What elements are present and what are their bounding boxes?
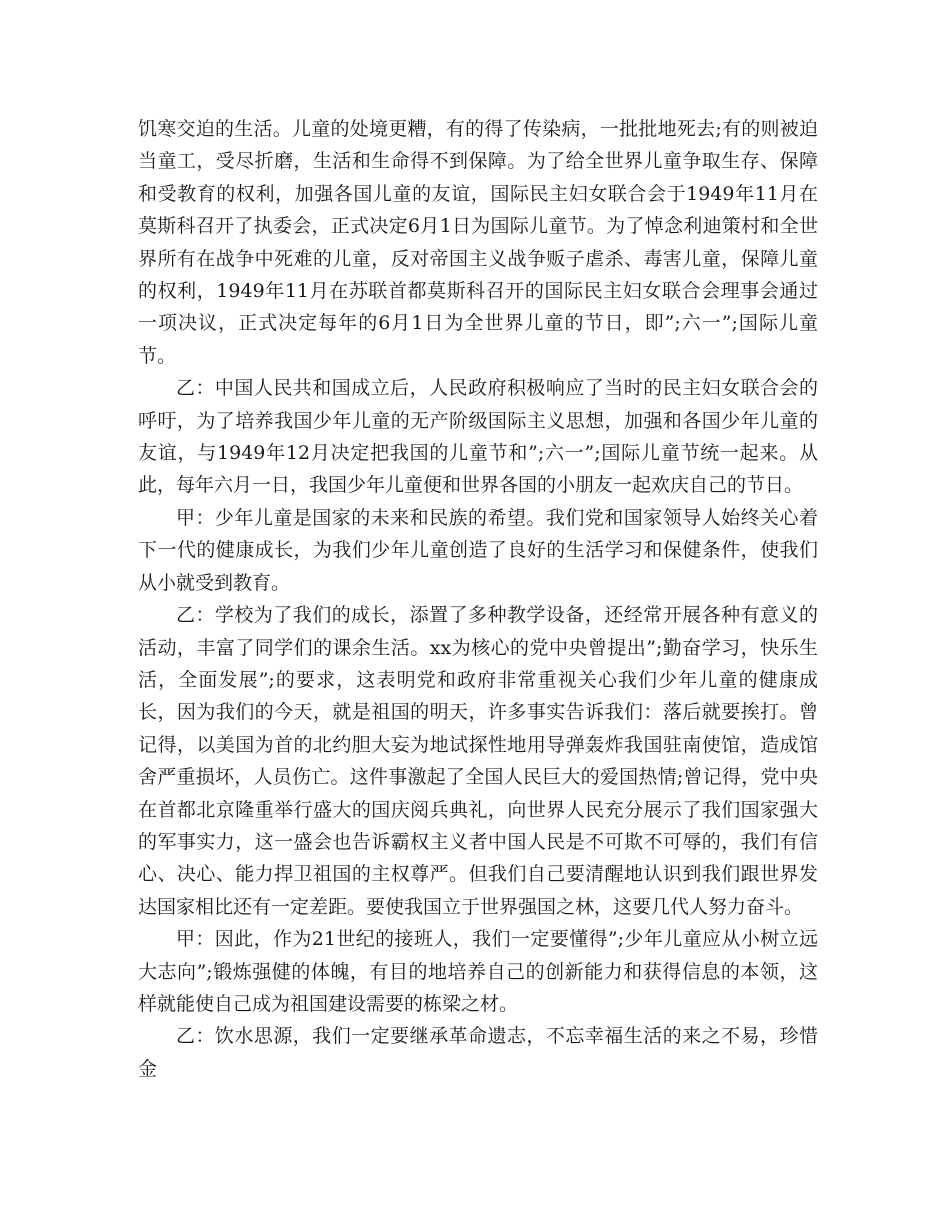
paragraph-yi-remember-source: 乙：饮水思源，我们一定要继承革命遗志，不忘幸福生活的来之不易，珍惜金 bbox=[138, 1025, 818, 1080]
paragraph-yi-prc-founding: 乙：中国人民共和国成立后，人民政府积极响应了当时的民主妇女联合会的呼吁，为了培养我国少年儿童的无产阶级国际主义思想，加强和各国少年儿童的友谊，与1949年12月决定把我国的儿童节和”;六一”;国际儿童节统一起来。从此，每年六月一日，我国少年儿童便和世界各国的小朋友一起欢庆自己的节日。 bbox=[138, 377, 818, 497]
paragraph-continued: 饥寒交迫的生活。儿童的处境更糟，有的得了传染病，一批批地死去;有的则被迫当童工，受尽折磨，生活和生命得不到保障。为了给全世界儿童争取生存、保障和受教育的权利，加强各国儿童的友谊，国际民主妇女联合会于1949年11月在莫斯科召开了执委会，正式决定6月1日为国际儿童节。为了悼念利迪策村和全世界所有在战争中死难的儿童，反对帝国主义战争贩子虐杀、毒害儿童，保障儿童的权利，1949年11月在苏联首都莫斯科召开的国际民主妇女联合会理事会通过一项决议，正式决定每年的6月1日为全世界儿童的节日，即”;六一”;国际儿童节。 bbox=[138, 118, 818, 367]
paragraph-yi-school-growth: 乙：学校为了我们的成长，添置了多种教学设备，还经常开展各种有意义的活动，丰富了同学们的课余生活。xx为核心的党中央曾提出”;勤奋学习，快乐生活，全面发展”;的要求，这表明党和政府非常重视关心我们少年儿童的健康成长，因为我们的今天，就是祖国的明天，许多事实告诉我们：落后就要挨打。曾记得，以美国为首的北约胆大妄为地试探性地用导弹轰炸我国驻南使馆，造成馆舍严重损坏，人员伤亡。这件事激起了全国人民巨大的爱国热情;曾记得，党中央在首都北京隆重举行盛大的国庆阅兵典礼，向世界人民充分展示了我们国家强大的军事实力，这一盛会也告诉霸权主义者中国人民是不可欺不可辱的，我们有信心、决心、能力捍卫祖国的主权尊严。但我们自己要清醒地认识到我们跟世界发达国家相比还有一定差距。要使我国立于世界强国之林，这要几代人努力奋斗。 bbox=[138, 604, 818, 918]
paragraph-jia-future-hope: 甲：少年儿童是国家的未来和民族的希望。我们党和国家领导人始终关心着下一代的健康成长，为我们少年儿童创造了良好的生活学习和保健条件，使我们从小就受到教育。 bbox=[138, 506, 818, 594]
paragraph-jia-successors: 甲：因此，作为21世纪的接班人，我们一定要懂得”;少年儿童应从小树立远大志向”;锻炼强健的体魄，有目的地培养自己的创新能力和获得信息的本领，这样就能使自己成为祖国建设需要的栋梁之材。 bbox=[138, 928, 818, 1015]
document-body bbox=[138, 113, 818, 1085]
